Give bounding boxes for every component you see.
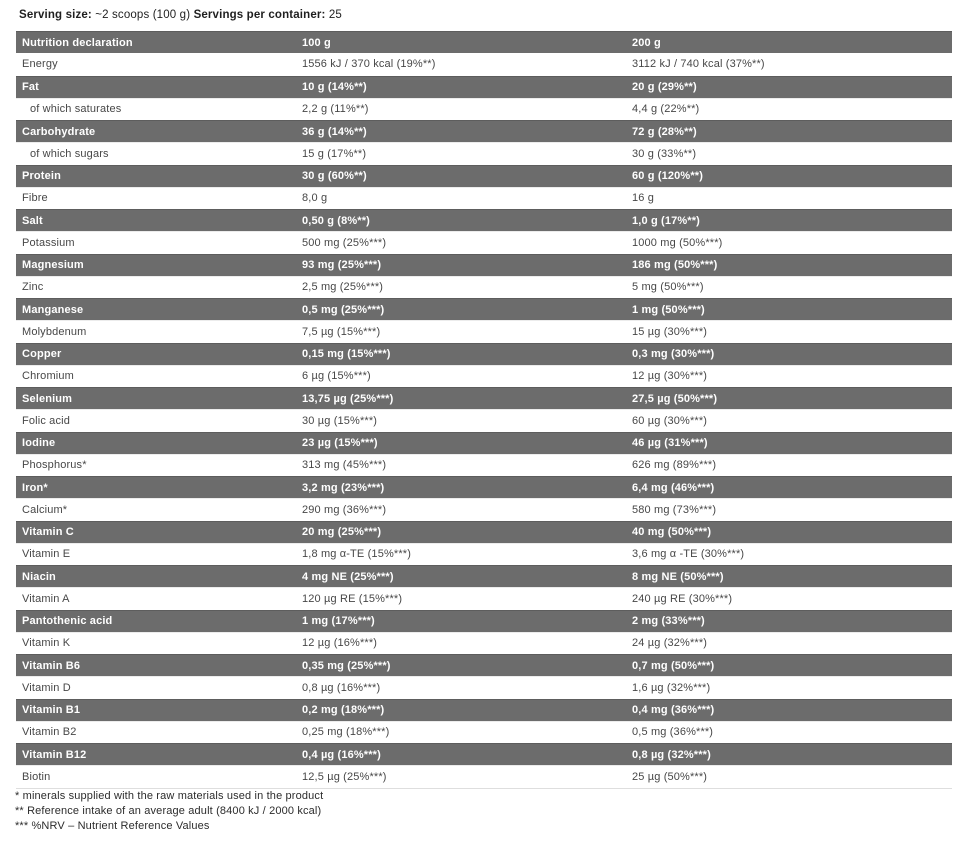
value-100g-cell: 23 µg (15%***): [302, 437, 378, 450]
value-100g-cell: 4 mg NE (25%***): [302, 570, 394, 583]
nutrient-name-cell: Fat: [22, 81, 39, 94]
value-200g-cell: 8 mg NE (50%***): [632, 570, 724, 583]
value-100g-cell: 0,8 µg (16%***): [302, 681, 381, 694]
nutrient-name-cell: Zinc: [22, 281, 44, 294]
value-200g-cell: 16 g: [632, 192, 655, 205]
value-100g-cell: 7,5 µg (15%***): [302, 325, 381, 338]
nutrient-name-cell: Selenium: [22, 392, 73, 405]
table-row: [16, 53, 952, 75]
table-row: [16, 120, 952, 142]
value-100g-cell: 3,2 mg (23%***): [302, 481, 385, 494]
value-200g-cell: 25 µg (50%***): [632, 770, 708, 783]
value-200g-cell: 626 mg (89%***): [632, 459, 717, 472]
table-row: [16, 654, 952, 676]
value-100g-cell: 30 µg (15%***): [302, 414, 378, 427]
value-100g-cell: 0,4 µg (16%***): [302, 748, 381, 761]
table-row: [16, 320, 952, 342]
table-row: [16, 142, 952, 164]
table-row: [16, 565, 952, 587]
nutrient-name-cell: Potassium: [22, 236, 75, 249]
header-100g-column: 100 g: [302, 36, 331, 49]
table-row: [16, 454, 952, 476]
value-100g-cell: 1 mg (17%***): [302, 615, 375, 628]
nutrient-name-cell: Manganese: [22, 303, 84, 316]
nutrient-name-cell: Vitamin K: [22, 637, 71, 650]
serving-size-label: Serving size:: [19, 9, 92, 21]
nutrient-name-cell: Vitamin B6: [22, 659, 81, 672]
value-100g-cell: 1,8 mg α-TE (15%***): [302, 548, 412, 561]
value-200g-cell: 0,7 mg (50%***): [632, 659, 715, 672]
value-200g-cell: 0,4 mg (36%***): [632, 704, 715, 717]
table-row: [16, 721, 952, 743]
table-row: [16, 743, 952, 765]
value-100g-cell: 2,5 mg (25%***): [302, 281, 384, 294]
value-100g-cell: 0,50 g (8%**): [302, 214, 370, 227]
value-200g-cell: 60 g (120%**): [632, 170, 704, 183]
value-200g-cell: 580 mg (73%***): [632, 503, 717, 516]
value-100g-cell: 8,0 g: [302, 192, 328, 205]
value-200g-cell: 0,5 mg (36%***): [632, 726, 714, 739]
nutrition-table: [16, 31, 952, 789]
table-row: [16, 187, 952, 209]
value-100g-cell: 0,2 mg (18%***): [302, 704, 385, 717]
value-200g-cell: 20 g (29%**): [632, 81, 697, 94]
value-200g-cell: 0,8 µg (32%***): [632, 748, 711, 761]
value-200g-cell: 1000 mg (50%***): [632, 236, 723, 249]
value-200g-cell: 30 g (33%**): [632, 147, 697, 160]
nutrient-name-cell: Magnesium: [22, 259, 84, 272]
value-100g-cell: 0,15 mg (15%***): [302, 348, 391, 361]
value-100g-cell: 120 µg RE (15%***): [302, 592, 403, 605]
value-100g-cell: 6 µg (15%***): [302, 370, 371, 383]
header-200g-column: 200 g: [632, 36, 661, 49]
value-200g-cell: 6,4 mg (46%***): [632, 481, 715, 494]
value-200g-cell: 1 mg (50%***): [632, 303, 705, 316]
value-100g-cell: 0,5 mg (25%***): [302, 303, 385, 316]
table-row: [16, 587, 952, 609]
nutrient-name-cell: Iodine: [22, 437, 56, 450]
nutrient-name-cell: Salt: [22, 214, 43, 227]
table-row: [16, 476, 952, 498]
value-100g-cell: 2,2 g (11%**): [302, 103, 369, 116]
value-200g-cell: 46 µg (31%***): [632, 437, 708, 450]
value-100g-cell: 12 µg (16%***): [302, 637, 378, 650]
nutrient-name-cell: Biotin: [22, 770, 51, 783]
header-nutrient-column: Nutrition declaration: [22, 36, 133, 49]
value-200g-cell: 1,6 µg (32%***): [632, 681, 711, 694]
value-200g-cell: 1,0 g (17%**): [632, 214, 700, 227]
nutrient-name-cell: Carbohydrate: [22, 125, 96, 138]
value-200g-cell: 3,6 mg α -TE (30%***): [632, 548, 745, 561]
nutrient-name-cell: Protein: [22, 170, 61, 183]
nutrient-name-cell: Calcium*: [22, 503, 68, 516]
value-200g-cell: 186 mg (50%***): [632, 259, 718, 272]
nutrient-name-cell: Vitamin C: [22, 526, 74, 539]
footnotes-block: [15, 789, 323, 833]
value-100g-cell: 290 mg (36%***): [302, 503, 387, 516]
table-row: [16, 165, 952, 187]
value-200g-cell: 60 µg (30%***): [632, 414, 708, 427]
table-row: [16, 610, 952, 632]
nutrient-name-cell: Iron*: [22, 481, 48, 494]
nutrient-name-cell: Vitamin A: [22, 592, 70, 605]
value-100g-cell: 0,35 mg (25%***): [302, 659, 391, 672]
nutrient-name-cell: Vitamin B1: [22, 704, 81, 717]
table-row: [16, 498, 952, 520]
footnote-reference-intake: ** Reference intake of an average adult (8400 kJ / 2000 kcal): [15, 804, 322, 817]
table-row: [16, 765, 952, 787]
value-200g-cell: 0,3 mg (30%***): [632, 348, 715, 361]
footnote-nrv: *** %NRV – Nutrient Reference Values: [15, 819, 210, 832]
serving-size-value: ~2 scoops (100 g): [95, 9, 191, 21]
value-100g-cell: 20 mg (25%***): [302, 526, 382, 539]
table-row: [16, 343, 952, 365]
nutrient-name-cell: Vitamin B2: [22, 726, 77, 739]
value-200g-cell: 3112 kJ / 740 kcal (37%**): [632, 58, 765, 71]
value-200g-cell: 5 mg (50%***): [632, 281, 704, 294]
value-200g-cell: 12 µg (30%***): [632, 370, 708, 383]
table-row: [16, 231, 952, 253]
nutrient-name-cell: Vitamin B12: [22, 748, 87, 761]
value-100g-cell: 13,75 µg (25%***): [302, 392, 394, 405]
value-200g-cell: 4,4 g (22%**): [632, 103, 700, 116]
value-200g-cell: 15 µg (30%***): [632, 325, 708, 338]
nutrient-name-cell: Niacin: [22, 570, 56, 583]
table-row: [16, 632, 952, 654]
nutrient-name-cell: Pantothenic acid: [22, 615, 113, 628]
value-100g-cell: 500 mg (25%***): [302, 236, 387, 249]
nutrient-name-cell: of which saturates: [30, 103, 122, 116]
value-100g-cell: 30 g (60%**): [302, 170, 367, 183]
table-row: [16, 521, 952, 543]
table-row: [16, 209, 952, 231]
value-200g-cell: 24 µg (32%***): [632, 637, 708, 650]
value-200g-cell: 72 g (28%**): [632, 125, 697, 138]
value-100g-cell: 10 g (14%**): [302, 81, 367, 94]
value-100g-cell: 93 mg (25%***): [302, 259, 382, 272]
table-header-row: [16, 31, 952, 53]
nutrient-name-cell: Energy: [22, 58, 58, 71]
value-100g-cell: 1556 kJ / 370 kcal (19%**): [302, 58, 436, 71]
table-row: [16, 409, 952, 431]
nutrient-name-cell: Phosphorus*: [22, 459, 87, 472]
table-row: [16, 432, 952, 454]
value-200g-cell: 27,5 µg (50%***): [632, 392, 718, 405]
value-100g-cell: 36 g (14%**): [302, 125, 367, 138]
table-row: [16, 254, 952, 276]
value-200g-cell: 2 mg (33%***): [632, 615, 705, 628]
table-row: [16, 98, 952, 120]
value-100g-cell: 12,5 µg (25%***): [302, 770, 387, 783]
table-row: [16, 676, 952, 698]
nutrient-name-cell: Copper: [22, 348, 62, 361]
table-row: [16, 276, 952, 298]
footnote-minerals: * minerals supplied with the raw materials used in the product: [15, 790, 324, 802]
nutrient-name-cell: Vitamin E: [22, 548, 71, 561]
value-100g-cell: 0,25 mg (18%***): [302, 726, 390, 739]
value-100g-cell: 313 mg (45%***): [302, 459, 387, 472]
value-200g-cell: 240 µg RE (30%***): [632, 592, 733, 605]
table-row: [16, 76, 952, 98]
value-200g-cell: 40 mg (50%***): [632, 526, 712, 539]
table-row: [16, 387, 952, 409]
nutrition-table-body: [16, 53, 952, 787]
table-row: [16, 699, 952, 721]
table-row: [16, 298, 952, 320]
value-100g-cell: 15 g (17%**): [302, 147, 367, 160]
nutrient-name-cell: Vitamin D: [22, 681, 71, 694]
servings-per-container-value: 25: [328, 9, 342, 21]
nutrient-name-cell: Fibre: [22, 192, 48, 205]
nutrient-name-cell: Molybdenum: [22, 325, 87, 338]
table-row: [16, 365, 952, 387]
nutrient-name-cell: of which sugars: [30, 147, 109, 160]
servings-per-container-label: Servings per container:: [193, 9, 326, 21]
serving-info-line: [19, 9, 342, 21]
table-row: [16, 543, 952, 565]
nutrient-name-cell: Chromium: [22, 370, 74, 383]
nutrient-name-cell: Folic acid: [22, 414, 70, 427]
